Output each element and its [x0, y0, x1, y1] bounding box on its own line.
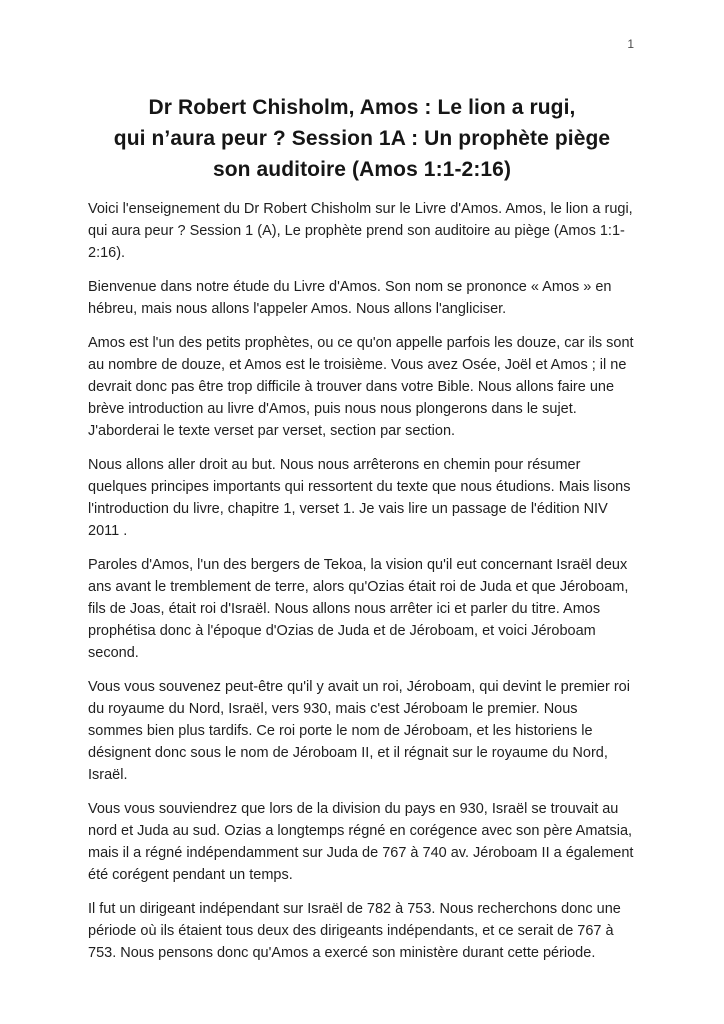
paragraph-reading-plan: Nous allons aller droit au but. Nous nous arrêterons en chemin pour résumer quelques principes importants qui ressortent du texte que nous étudions. Mais lisons l'introduction du livre, chapitre 1, verset 1. Je vais lire un passage de l'édition NIV 2011 . — [88, 457, 631, 539]
paragraph-intro: Voici l'enseignement du Dr Robert Chisholm sur le Livre d'Amos. Amos, le lion a rugi, qui aura peur ? Session 1 (A), Le prophète prend son auditoire au piège (Amos 1:1-2:16). — [88, 201, 633, 261]
document-content — [88, 92, 636, 976]
title-line-3: son auditoire (Amos 1:1-2:16) — [212, 158, 512, 181]
document-title — [88, 92, 636, 185]
paragraph-welcome: Bienvenue dans notre étude du Livre d'Amos. Son nom se prononce « Amos » en hébreu, mais nous allons l'appeler Amos. Nous allons l'angliciser. — [88, 279, 612, 317]
paragraph-minor-prophets: Amos est l'un des petits prophètes, ou ce qu'on appelle parfois les douze, car ils sont au nombre de douze, et Amos est le troisième. Vous avez Osée, Joël et Amos ; il ne devrait donc pas être trop difficile à trouver dans votre Bible. Nous allons faire une brève introduction au livre d'Amos, puis nous nous plongerons dans le sujet. J'aborderai le texte verset par verset, section par section. — [88, 335, 634, 439]
paragraph-division-930: Vous vous souviendrez que lors de la division du pays en 930, Israël se trouvait au nord et Juda au sud. Ozias a longtemps régné en corégence avec son père Amatsia, mais il a régné indépendamment sur Juda de 767 à 740 av. Jéroboam II a également été corégent pendant un temps. — [88, 801, 634, 883]
paragraph-jeroboam: Vous vous souvenez peut-être qu'il y avait un roi, Jéroboam, qui devint le premier roi du royaume du Nord, Israël, vers 930, mais c'est Jéroboam le premier. Nous sommes bien plus tardifs. Ce roi porte le nom de Jéroboam, et les historiens le désignent donc sous le nom de Jéroboam II, et il régnait sur le royaume du Nord, Israël. — [88, 679, 630, 783]
title-line-1: Dr Robert Chisholm, Amos : Le lion a rugi, — [148, 96, 576, 119]
document-body — [88, 198, 636, 964]
page-number: 1 — [627, 37, 634, 51]
title-line-2: qui n’aura peur ? Session 1A : Un prophète piège — [113, 127, 611, 150]
paragraph-amos-1-1: Paroles d'Amos, l'un des bergers de Tekoa, la vision qu'il eut concernant Israël deux ans avant le tremblement de terre, alors qu'Ozias était roi de Juda et que Jéroboam, fils de Joas, était roi d'Israël. Nous allons nous arrêter ici et parler du titre. Amos prophétisa donc à l'époque d'Ozias de Juda et de Jéroboam, et voici Jéroboam second. — [88, 557, 629, 661]
paragraph-ministry-period: Il fut un dirigeant indépendant sur Israël de 782 à 753. Nous recherchons donc une période où ils étaient tous deux des dirigeants indépendants, et ce serait de 767 à 753. Nous pensons donc qu'Amos a exercé son ministère durant cette période. — [88, 901, 621, 961]
